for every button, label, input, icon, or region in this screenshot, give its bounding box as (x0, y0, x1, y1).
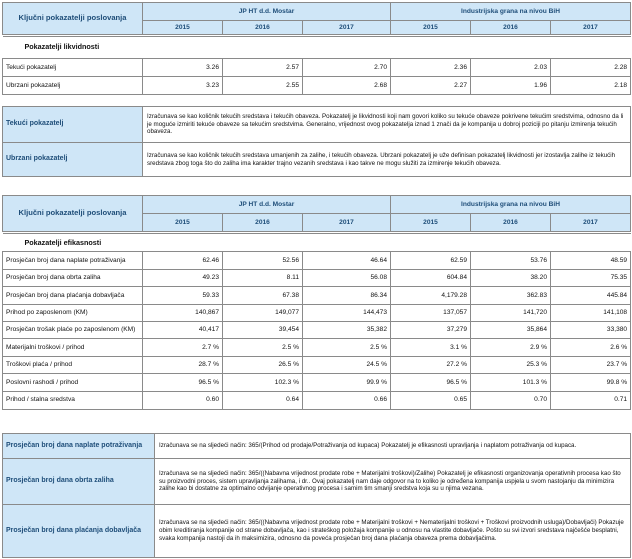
year-header: 2017 (303, 214, 391, 232)
definition-label: Prosječan broj dana obrta zaliha (3, 459, 155, 505)
year-header: 2017 (551, 21, 631, 35)
cell-value: 0.70 (471, 391, 551, 409)
year-header: 2017 (551, 214, 631, 232)
cell-value: 35,382 (303, 321, 391, 338)
definition-row (3, 434, 631, 459)
group-header-industry: Industrijska grana na nivou BiH (391, 196, 631, 214)
definition-row (3, 459, 631, 505)
row-label: Poslovni rashodi / prihod (3, 374, 143, 391)
cell-value: 3.23 (143, 77, 223, 95)
cell-value: 35,864 (471, 321, 551, 338)
table-row (3, 269, 631, 286)
cell-value: 46.64 (303, 252, 391, 269)
cell-value: 37,279 (391, 321, 471, 338)
liquidity-table (2, 36, 631, 95)
cell-value: 75.35 (551, 269, 631, 286)
cell-value: 26.5 % (223, 356, 303, 373)
row-label: Tekući pokazatelj (3, 59, 143, 77)
cell-value: 2.7 % (143, 339, 223, 356)
table-row (3, 391, 631, 409)
cell-value: 0.60 (143, 391, 223, 409)
definition-row (3, 505, 631, 558)
cell-value: 362.83 (471, 287, 551, 304)
cell-value: 99.8 % (551, 374, 631, 391)
cell-value: 27.2 % (391, 356, 471, 373)
cell-value: 24.5 % (303, 356, 391, 373)
cell-value: 62.46 (143, 252, 223, 269)
cell-value: 2.68 (303, 77, 391, 95)
liquidity-definitions-table (2, 106, 631, 177)
definition-label: Prosječan broj dana naplate potraživanja (3, 434, 155, 459)
section-title-liquidity: Pokazatelji likvidnosti (3, 37, 631, 59)
definition-text: Izračunava se na sljedeći način: 365/((Nabavna vrijednost prodate robe + Materijalni troškovi)/Zalihe) Pokazatelj je efikasnosti organizovanja operativnih procesa kao što su proizvodni proces, sistem upravljanja zalihama, i dr.. Ovaj pokazatelj nam daje odgovor na to koliko je određena kompanija uspjela u svom nastojanju da minimizira zalihe kao bi dostatne za optimalno odvijanje operativnog procesa i samim tim smanji sredstva koja su u njima vezana. (155, 459, 631, 505)
cell-value: 49.23 (143, 269, 223, 286)
cell-value: 23.7 % (551, 356, 631, 373)
row-label: Prosječan broj dana obrta zaliha (3, 269, 143, 286)
row-label: Prosječan broj dana plaćanja dobavljača (3, 287, 143, 304)
cell-value: 62.59 (391, 252, 471, 269)
cell-value: 39,454 (223, 321, 303, 338)
liquidity-header-table (2, 2, 631, 35)
year-header: 2016 (471, 214, 551, 232)
definition-text: Izračunava se kao količnik tekućih sredstava i tekućih obaveza. Pokazatelj je likvidnosti koji nam govori koliko su tekuće obaveze pokrivene tekućim sredstvima, odnosno da li je moguće izmiriti tekuće obaveze sa tekućim sredstvima. Generalno, vrijednost ovog pokazatelja iznad 1 znači da je kompanija u dobroj poziciji po pitanju izmirenja tekućih obaveza. (143, 107, 631, 143)
cell-value: 2.28 (551, 59, 631, 77)
cell-value: 101.3 % (471, 374, 551, 391)
cell-value: 48.59 (551, 252, 631, 269)
cell-value: 40,417 (143, 321, 223, 338)
definition-text: Izračunava se na sljedeći način: 365/((Nabavna vrijednost prodate robe + Materijalni troškovi + Nematerijalni troškovi + Troškovi proizvodnih usluga)/Dobavljači) Pokazuje obim kreditiranja kompanije od strane dobavljača, kao i strateškog položaja kompanije u odnosu na vlastite dobavljače. Pošto su svi izvori sredstava najčešće besplatni, svaka kompanija nastoji da ih maksimizira, odnosno da poveća prosječan broj dana plaćanja obaveza prema dobavljačima. (155, 505, 631, 558)
table-row (3, 356, 631, 373)
cell-value: 445.84 (551, 287, 631, 304)
cell-value: 53.76 (471, 252, 551, 269)
group-header-industry: Industrijska grana na nivou BiH (391, 3, 631, 21)
year-header: 2016 (223, 214, 303, 232)
cell-value: 25.3 % (471, 356, 551, 373)
cell-value: 0.65 (391, 391, 471, 409)
cell-value: 2.5 % (303, 339, 391, 356)
table-title: Ključni pokazatelji poslovanja (3, 3, 143, 35)
cell-value: 141,720 (471, 304, 551, 321)
cell-value: 140,867 (143, 304, 223, 321)
row-label: Troškovi plaća / prihod (3, 356, 143, 373)
cell-value: 59.33 (143, 287, 223, 304)
year-header: 2016 (223, 21, 303, 35)
efficiency-table (2, 233, 631, 410)
cell-value: 2.27 (391, 77, 471, 95)
cell-value: 149,077 (223, 304, 303, 321)
cell-value: 3.26 (143, 59, 223, 77)
cell-value: 137,057 (391, 304, 471, 321)
cell-value: 2.55 (223, 77, 303, 95)
year-header: 2016 (471, 21, 551, 35)
definition-row (3, 143, 631, 177)
cell-value: 96.5 % (143, 374, 223, 391)
cell-value: 2.03 (471, 59, 551, 77)
cell-value: 2.57 (223, 59, 303, 77)
cell-value: 604.84 (391, 269, 471, 286)
cell-value: 86.34 (303, 287, 391, 304)
cell-value: 96.5 % (391, 374, 471, 391)
table-row (3, 77, 631, 95)
cell-value: 0.64 (223, 391, 303, 409)
table-row (3, 374, 631, 391)
cell-value: 2.9 % (471, 339, 551, 356)
cell-value: 0.66 (303, 391, 391, 409)
cell-value: 56.08 (303, 269, 391, 286)
year-header: 2017 (303, 21, 391, 35)
row-label: Prosječan broj dana naplate potraživanja (3, 252, 143, 269)
cell-value: 28.7 % (143, 356, 223, 373)
table-row (3, 304, 631, 321)
year-header: 2015 (143, 21, 223, 35)
group-header-company: JP HT d.d. Mostar (143, 3, 391, 21)
cell-value: 38.20 (471, 269, 551, 286)
definition-label: Tekući pokazatelj (3, 107, 143, 143)
cell-value: 141,108 (551, 304, 631, 321)
cell-value: 2.18 (551, 77, 631, 95)
definition-label: Ubrzani pokazatelj (3, 143, 143, 177)
efficiency-definitions-table (2, 433, 631, 558)
cell-value: 2.36 (391, 59, 471, 77)
cell-value: 102.3 % (223, 374, 303, 391)
definition-text: Izračunava se na sljedeći način: 365/(Prihod od prodaje/Potraživanja od kupaca) Pokazatelj je efikasnosti upravljanja i naplatom potraživanja od kupaca. (155, 434, 631, 459)
cell-value: 144,473 (303, 304, 391, 321)
row-label: Ubrzani pokazatelj (3, 77, 143, 95)
cell-value: 1.96 (471, 77, 551, 95)
definition-row (3, 107, 631, 143)
cell-value: 4,179.28 (391, 287, 471, 304)
group-header-company: JP HT d.d. Mostar (143, 196, 391, 214)
cell-value: 2.70 (303, 59, 391, 77)
definition-text: Izračunava se kao količnik tekućih sredstava umanjenih za zalihe, i tekućih obaveza. Ubrzani pokazatelj je uže definisan pokazatelj likvidnosti jer izostavlja zalihe iz tekućih sredstava zbog toga što do zaliha ima karakter trajno vezanih sredstava i kao takve ne mogu služiti za izmirenje tekućih obaveza. (143, 143, 631, 177)
year-header: 2015 (391, 214, 471, 232)
cell-value: 52.56 (223, 252, 303, 269)
cell-value: 2.5 % (223, 339, 303, 356)
cell-value: 67.38 (223, 287, 303, 304)
table-title: Ključni pokazatelji poslovanja (3, 196, 143, 232)
cell-value: 33,380 (551, 321, 631, 338)
table-row (3, 287, 631, 304)
section-title-efficiency: Pokazatelji efikasnosti (3, 234, 631, 252)
table-row (3, 59, 631, 77)
efficiency-header-table (2, 195, 631, 232)
cell-value: 99.9 % (303, 374, 391, 391)
cell-value: 3.1 % (391, 339, 471, 356)
table-row (3, 252, 631, 269)
cell-value: 0.71 (551, 391, 631, 409)
cell-value: 8.11 (223, 269, 303, 286)
table-row (3, 321, 631, 338)
cell-value: 2.6 % (551, 339, 631, 356)
row-label: Prihod po zaposlenom (KM) (3, 304, 143, 321)
row-label: Prihod / stalna sredstva (3, 391, 143, 409)
year-header: 2015 (391, 21, 471, 35)
row-label: Prosječan trošak plaće po zaposlenom (KM) (3, 321, 143, 338)
definition-label: Prosječan broj dana plaćanja dobavljača (3, 505, 155, 558)
row-label: Materijalni troškovi / prihod (3, 339, 143, 356)
table-row (3, 339, 631, 356)
year-header: 2015 (143, 214, 223, 232)
